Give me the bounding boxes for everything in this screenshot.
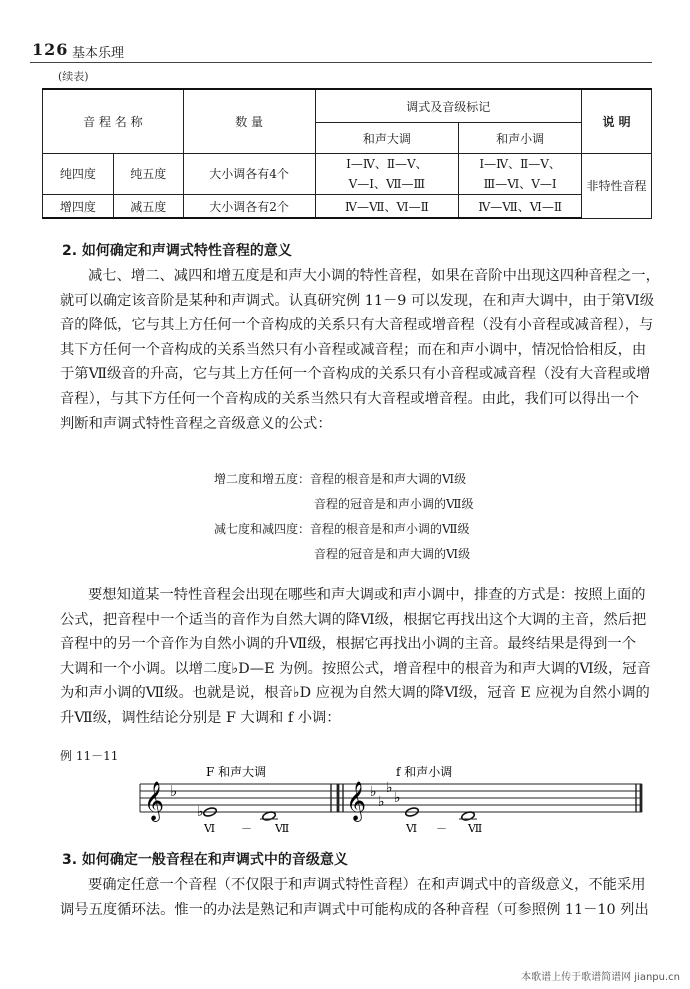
table-row (43, 154, 652, 195)
degree-label: Ⅶ (275, 822, 290, 834)
cell-interval-a: 纯四度 (43, 154, 114, 195)
cell-major-degrees: Ⅳ—Ⅶ、Ⅵ—Ⅱ (315, 195, 459, 219)
cell-count: 大小调各有4个 (183, 154, 315, 195)
degree-label: Ⅵ (406, 822, 418, 834)
paragraph-line: 判断和声调式特性音程之音级意义的公式： (60, 415, 332, 432)
degree-label: Ⅵ (204, 822, 216, 834)
formula-label: 增二度和增五度： (214, 472, 311, 486)
cell-interval-b: 减五度 (113, 195, 183, 219)
page-number: 126 (32, 40, 69, 59)
paragraph-line: 大调和一个小调。以增二度♭D—E 为例。按照公式，增音程中的根音为和声大调的Ⅵ级，冠音 (60, 660, 651, 677)
running-title: 基本乐理 (72, 46, 125, 61)
formula-line (214, 542, 474, 567)
formula-text: 音程的根音是和声大调的Ⅵ级 (310, 472, 467, 486)
cell-minor-degrees: Ⅳ—Ⅶ、Ⅵ—Ⅱ (459, 195, 582, 219)
flat-icon: ♭ (170, 782, 178, 800)
cell-note: 非特性音程 (582, 154, 652, 219)
cell-major-degrees (315, 154, 459, 195)
music-staff (138, 762, 644, 834)
formula-line (214, 467, 474, 492)
paragraph-line: 减七、增二、减四和增五度是和声大小调的特性音程，如果在音阶中出现这四种音程之一， (88, 268, 660, 284)
formula-line (214, 492, 474, 517)
minor-degrees-line1: Ⅰ—Ⅳ、Ⅱ—Ⅴ、 (479, 157, 561, 171)
paragraph-line: 公式，把音程中一个适当的音作为自然大调的降Ⅵ级，根据它再找出这个大调的主音，然后把 (60, 611, 647, 628)
cell-count: 大小调各有2个 (183, 195, 315, 219)
flat-icon: ♭ (378, 794, 385, 810)
treble-clef-icon: 𝄞 (346, 781, 367, 821)
paragraph-line: 就可以确定该音阶是某种和声调式。认真研究例 11－9 可以发现，在和声大调中，由于第Ⅵ级 (60, 292, 655, 309)
paragraph-line: 升Ⅶ级，调性结论分别是 F 大调和 f 小调： (60, 709, 341, 726)
degree-label: Ⅶ (468, 822, 483, 834)
paragraph (60, 264, 660, 436)
degree-dash: － (436, 822, 447, 834)
staff-title-left: F 和声大调 (206, 765, 267, 779)
paragraph (60, 873, 654, 922)
cell-interval-b: 纯五度 (113, 154, 183, 195)
section-heading: 3. 如何确定一般音程在和声调式中的音级意义 (62, 852, 348, 868)
flat-icon: ♭ (386, 780, 393, 796)
paragraph-line: 其下方任何一个音构成的关系当然只有小音程或减音程；而在和声小调中，情况恰恰相反，由 (60, 341, 647, 358)
flat-icon: ♭ (197, 804, 204, 820)
paragraph-line: 音程中的另一个音作为自然小调的升Ⅶ级，根据它再找出小调的主音。最终结果是得到一个 (60, 636, 637, 653)
paragraph (60, 583, 654, 731)
minor-degrees-line2: Ⅲ—Ⅵ、Ⅴ—Ⅰ (483, 177, 557, 191)
header-rule (30, 62, 652, 63)
paragraph-line: 要确定任意一个音程（不仅限于和声调式特性音程）在和声调式中的音级意义，不能采用 (88, 877, 646, 893)
cell-minor-degrees (459, 154, 582, 195)
paragraph-line: 音的降低，它与其上方任何一个音构成的关系只有大音程或增音程（没有小音程或减音程），与 (60, 317, 654, 334)
table-header-row (43, 89, 652, 123)
formula-label: 减七度和减四度： (214, 522, 311, 536)
formula-text: 音程的冠音是和声大调的Ⅵ级 (314, 547, 471, 561)
major-degrees-line2: Ⅴ—Ⅰ、Ⅶ—Ⅲ (348, 177, 426, 191)
paragraph-line: 音程），与其下方任何一个音构成的关系当然只有大音程或增音程。由此，我们可以得出一个 (60, 390, 640, 407)
table-row (43, 195, 652, 219)
table-continued-label: (续表) (58, 70, 89, 83)
cell-interval-a: 增四度 (43, 195, 114, 219)
formula-text: 音程的冠音是和声小调的Ⅶ级 (314, 497, 474, 511)
degree-dash: － (241, 822, 252, 834)
treble-clef-icon: 𝄞 (144, 781, 165, 821)
section-heading: 2. 如何确定和声调式特性音程的意义 (62, 243, 292, 259)
formula-line (214, 517, 474, 542)
header-mode-group: 调式及音级标记 (315, 89, 582, 123)
header-interval-name: 音 程 名 称 (43, 89, 184, 154)
interval-table (42, 88, 652, 219)
header-count: 数 量 (183, 89, 315, 154)
paragraph-line: 为和声小调的Ⅶ级。也就是说，根音♭D 应视为自然大调的降Ⅵ级，冠音 E 应视为自然小调的 (60, 685, 650, 702)
formula-text: 音程的根音是和声小调的Ⅶ级 (310, 522, 470, 536)
paragraph-line: 调号五度循环法。惟一的办法是熟记和声调式中可能构成的各种音程（可参照例 11－10 列出 (60, 901, 649, 918)
flat-icon: ♭ (370, 784, 377, 800)
major-degrees-line1: Ⅰ—Ⅳ、Ⅱ—Ⅴ、 (346, 157, 428, 171)
paragraph-line: 要想知道某一特性音程会出现在哪些和声大调或和声小调中，排查的方式是：按照上面的 (88, 587, 646, 603)
header-harmonic-major: 和声大调 (315, 123, 459, 154)
paragraph-line: 于第Ⅶ级音的升高，它与其上方任何一个音构成的关系只有小音程或减音程（没有大音程或增 (60, 366, 651, 383)
flat-icon: ♭ (394, 790, 401, 806)
header-harmonic-minor: 和声小调 (459, 123, 582, 154)
formula-block (214, 467, 474, 567)
watermark: 本歌谱上传于歌谱简谱网 jianpu.cn (521, 972, 680, 983)
staff-title-right: f 和声小调 (396, 765, 453, 779)
header-note: 说 明 (582, 89, 652, 154)
example-label: 例 11－11 (60, 749, 119, 763)
